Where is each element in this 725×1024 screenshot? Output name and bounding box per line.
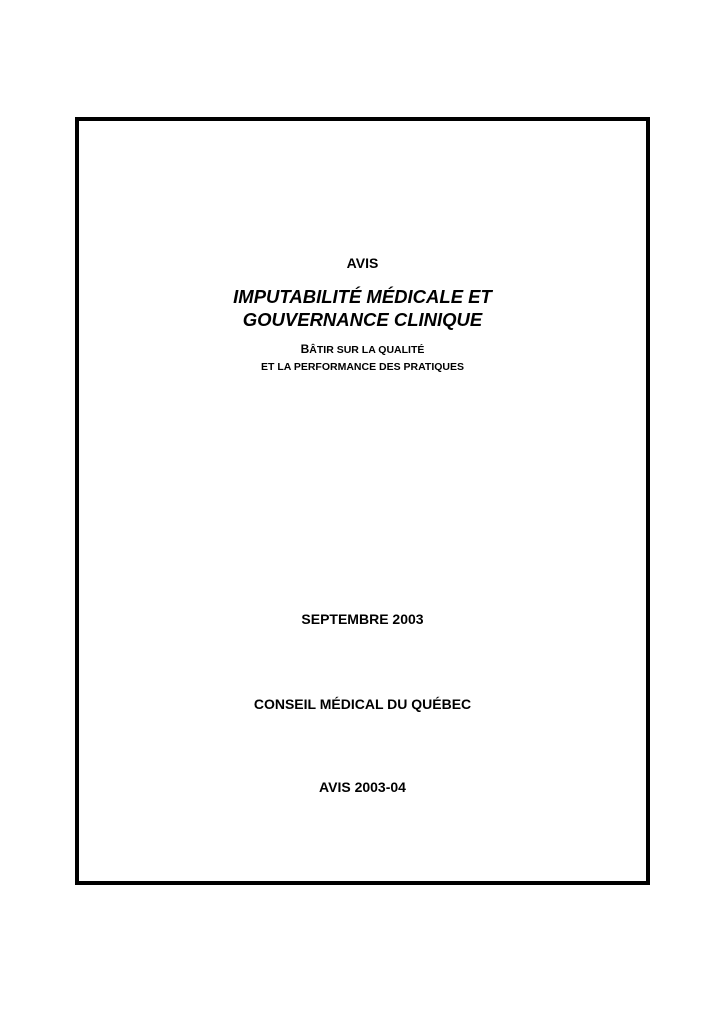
subtitle-line-2: ET LA PERFORMANCE DES PRATIQUES (260, 361, 464, 373)
document-reference: AVIS 2003-04 (319, 779, 406, 795)
organization-name: CONSEIL MÉDICAL DU QUÉBEC (253, 696, 472, 712)
publication-date: SEPTEMBRE 2003 (301, 611, 424, 627)
document-type-label: AVIS (346, 255, 379, 271)
subtitle-line-1 (79, 341, 646, 359)
title-line-1: IMPUTABILITÉ MÉDICALE ET (233, 286, 492, 307)
subtitle-line-1-rest: ÂTIR SUR LA QUALITÉ (309, 344, 425, 356)
cover-frame (75, 117, 650, 885)
title-line-2: GOUVERNANCE CLINIQUE (242, 309, 483, 330)
subtitle-initial: B (300, 342, 310, 356)
document-subtitle (79, 341, 646, 376)
document-title (79, 285, 646, 331)
